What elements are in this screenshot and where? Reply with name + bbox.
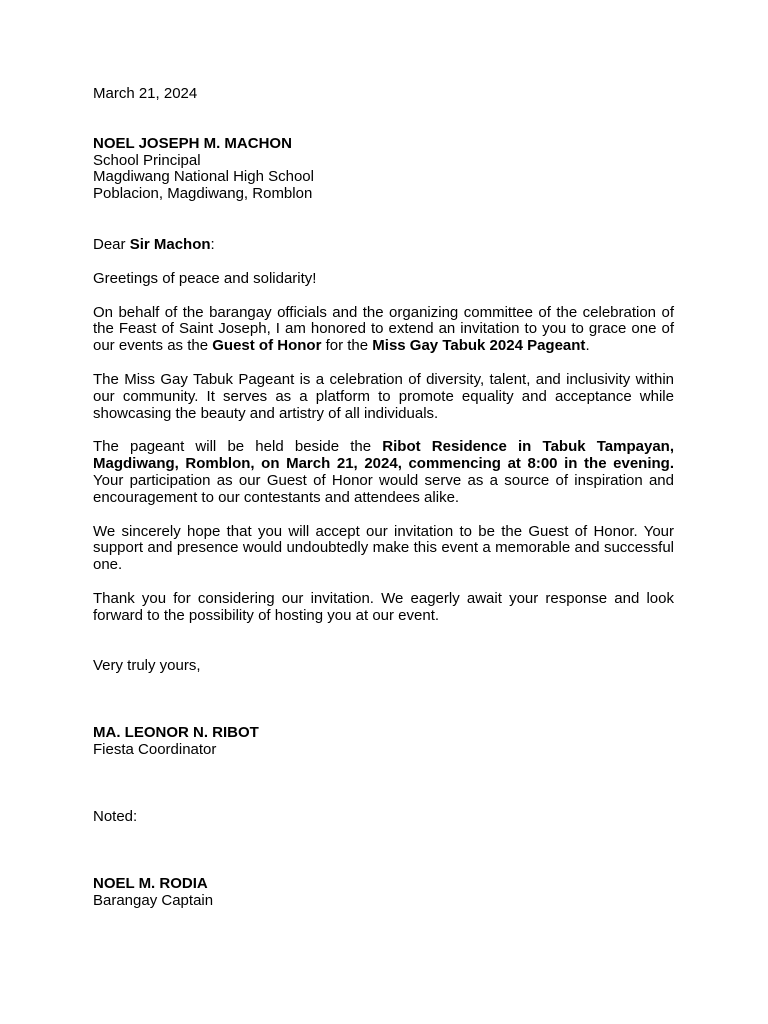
para1-text: On behalf of the barangay officials and the organizing committee of the celebration of the Feast of Saint Joseph, I am honored to extend an invitation to you to grace one of our events as the [93,303,674,355]
noted-by-block [93,876,674,910]
salutation-name: Sir Machon [129,235,211,253]
para1-end: . [585,337,590,355]
venue-details: Ribot Residence in Tabuk Tampayan, Magdiwang, Romblon, on March 21, 2024, commencing at 8:00 in the evening. [93,438,675,473]
salutation-suffix: : [210,235,215,253]
recipient-school: Magdiwang National High School [93,168,314,186]
recipient-address: Poblacion, Magdiwang, Romblon [93,185,313,203]
noted-by-name: NOEL M. RODIA [93,874,208,892]
salutation-prefix: Dear [93,235,130,253]
recipient-title: School Principal [93,151,201,169]
para3-text: The pageant will be held beside the [93,438,383,456]
greeting: Greetings of peace and solidarity! [93,269,317,287]
para1-mid: for the [321,337,373,355]
closing: Very truly yours, [93,656,201,674]
signatory-name: MA. LEONOR N. RIBOT [93,724,259,742]
recipient-block [93,136,674,203]
letter-page [93,86,674,909]
paragraph-hope: We sincerely hope that you will accept our invitation to be the Guest of Honor. Your support and presence would undoubtedly make this event a memorable and successful one. [93,522,674,574]
paragraph-invitation [93,305,674,355]
letter-date: March 21, 2024 [93,85,198,102]
para3-end: Your participation as our Guest of Honor would serve as a source of inspiration and encouragement to our contestants and attendees alike. [93,471,674,506]
signatory-block [93,725,674,759]
paragraph-pageant-description: The Miss Gay Tabuk Pageant is a celebration of diversity, talent, and inclusivity within our community. It serves as a platform to promote equality and acceptance while showcasing the beauty and artistry of all individuals. [93,370,674,422]
noted-by-title: Barangay Captain [93,891,214,909]
guest-of-honor-text: Guest of Honor [212,337,322,355]
pageant-name: Miss Gay Tabuk 2024 Pageant [372,337,586,355]
noted-label: Noted: [93,807,138,825]
paragraph-thanks: Thank you for considering our invitation. We eagerly await your response and look forward to the possibility of hosting you at our event. [93,589,674,624]
paragraph-venue [93,439,674,506]
salutation [93,237,674,254]
signatory-title: Fiesta Coordinator [93,741,217,759]
recipient-name: NOEL JOSEPH M. MACHON [93,134,292,152]
